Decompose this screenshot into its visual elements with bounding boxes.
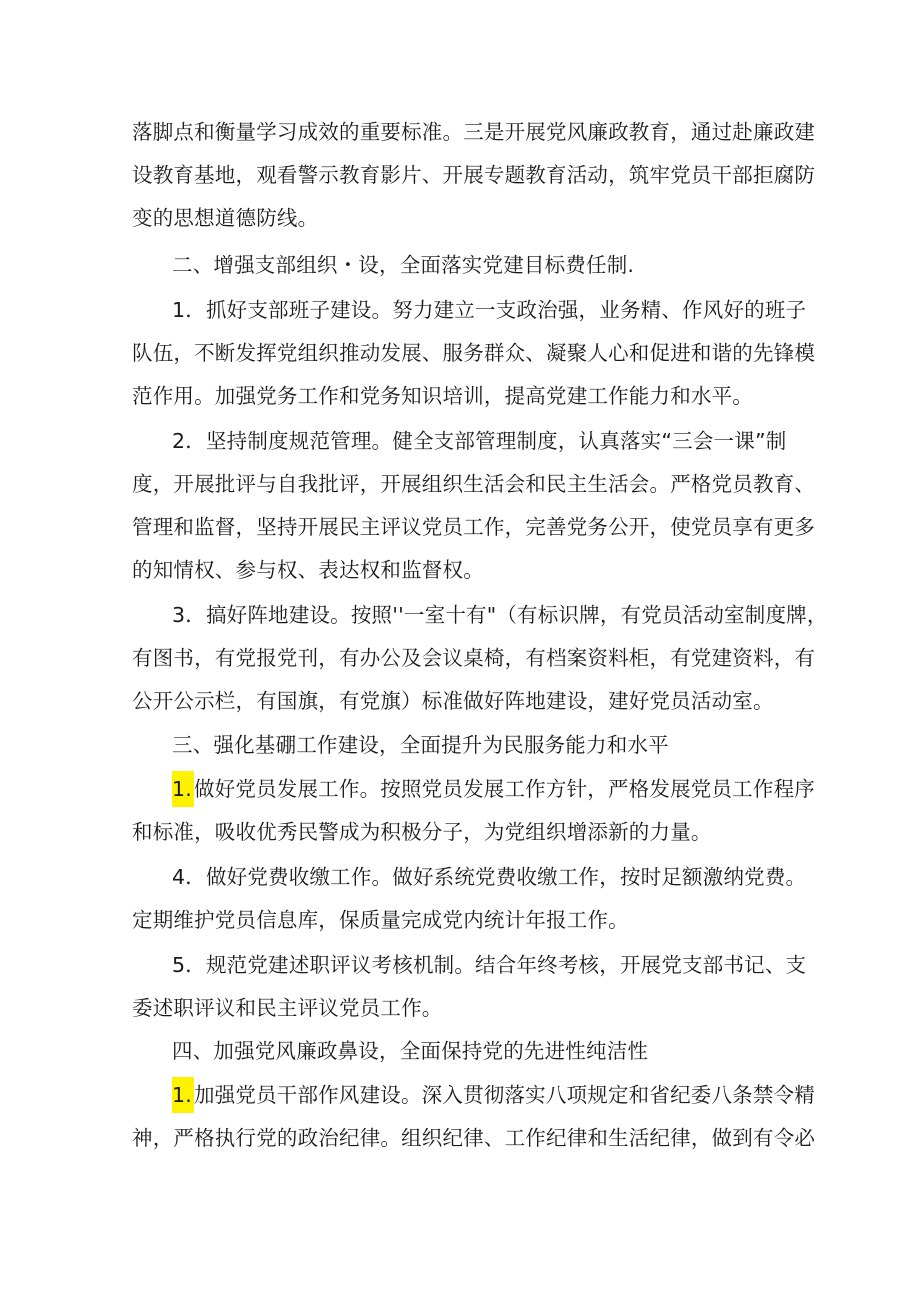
body-text-line: 设教育基地，观看警示教育影片、开展专题教育活动，筑牢党员干部拒腐防: [132, 163, 816, 187]
body-text-line: 和标准，吸收优秀民警成为积极分子，为党组织增添新的力量。: [132, 820, 712, 844]
list-item-line: 2．坚持制度规范管理。健全支部管理制度，认真落实“三会一课”制: [172, 429, 787, 453]
list-item-line: [172, 1080, 815, 1110]
list-item-line: 4．做好党费收缴工作。做好系统党费收缴工作，按时足额激纳党费。: [172, 865, 807, 889]
highlighted-list-marker: 1.: [172, 1077, 194, 1113]
list-item-line: 3．搞好阵地建设。按照''一室十有"（有标识牌，有党员活动室制度牌，: [172, 603, 828, 627]
body-text-line: 公开公示栏，有国旗，有党旗）标准做好阵地建设，建好党员活动室。: [132, 689, 774, 713]
body-text-line: 管理和监督，坚持开展民主评议党员工作，完善党务公开，使党员享有更多: [132, 515, 816, 539]
body-text-line: 的知情权、参与权、表达权和监督权。: [132, 558, 484, 582]
body-text-line: 神，严格执行党的政治纪律。组织纪律、工作纪律和生活纪律，做到有令必: [132, 1126, 816, 1150]
highlighted-list-marker: 1.: [172, 771, 194, 807]
section-heading: 三、强化基硼工作建设，全面提升为民服务能力和水平: [172, 733, 669, 757]
list-item-line: 1．抓好支部班子建设。努力建立一支政治强，业务精、作风好的班子: [172, 298, 807, 322]
body-text-line: 有图书，有党报党刊，有办公及会议桌椅，有档案资料柜，有党建资料，有: [132, 646, 816, 670]
section-heading: 四、加强党风廉政鼻设，全面保持党的先进性纯洁性: [172, 1039, 649, 1063]
body-text-line: 范作用。加强党务工作和党务知识培训，提高党建工作能力和水平。: [132, 384, 753, 408]
list-item-text: 做好党员发展工作。按照党员发展工作方针，严格发展党员工作程序: [193, 777, 815, 801]
body-text-line: 落脚点和衡量学习成效的重要标准。三是开展党风廉政教育，通过赴廉政建: [132, 120, 816, 144]
body-text-line: 队伍，不断发挥党组织推动发展、服务群众、凝聚人心和促进和谐的先锋模: [132, 341, 816, 365]
list-item-line: 5．规范党建述职评议考核机制。结合年终考核，开展党支部书记、支: [172, 953, 807, 977]
body-text-line: 委述职评议和民主评议党员工作。: [132, 996, 443, 1020]
body-text-line: 度，开展批评与自我批评，开展组织生活会和民主生活会。严格党员教育、: [132, 472, 816, 496]
list-item-text: 加强党员干部作风建设。深入贯彻落实八项规定和省纪委八条禁令精: [193, 1083, 815, 1107]
body-text-line: 定期维护党员信息库，保质量完成党内统计年报工作。: [132, 908, 629, 932]
body-text-line: 变的思想道德防线。: [132, 206, 319, 230]
list-item-line: [172, 774, 815, 804]
section-heading: 二、增强支部组织・设，全面落实党建目标费任制.: [172, 253, 635, 277]
